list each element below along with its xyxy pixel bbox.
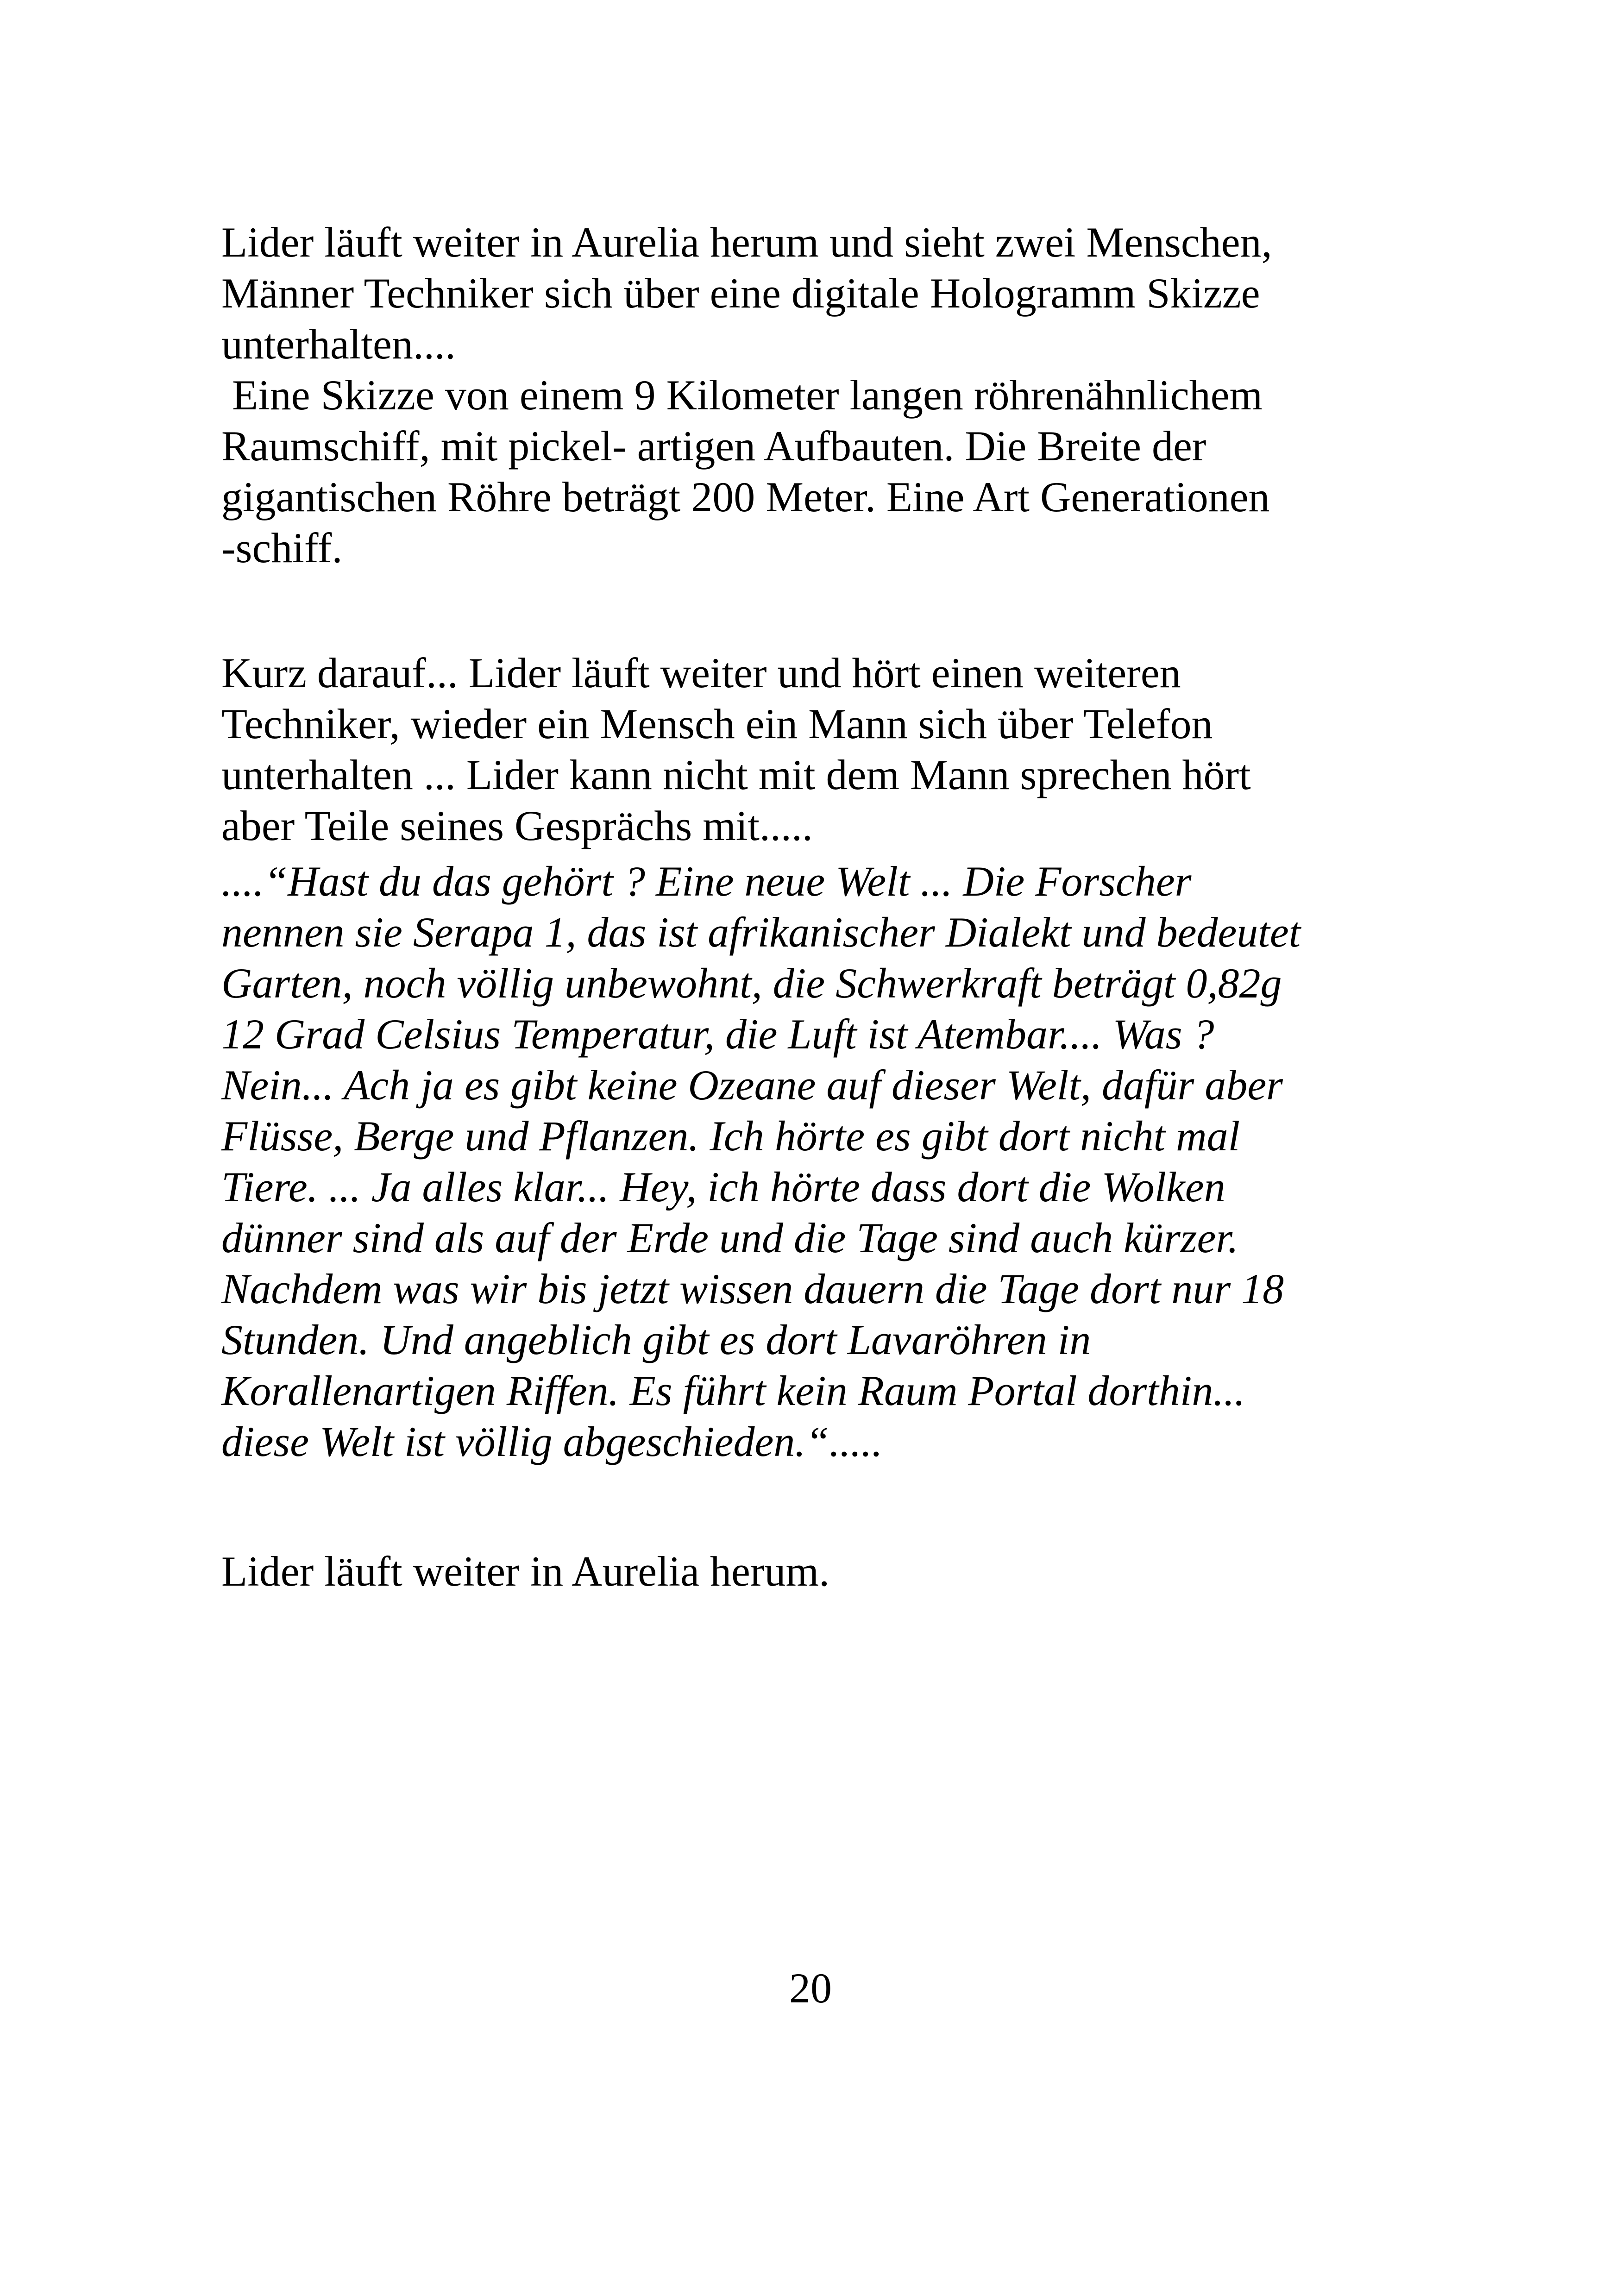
paragraph-overheard-quote — [221, 856, 1472, 1467]
quote-line: Nein... Ach ja es gibt keine Ozeane auf dieser Welt, dafür aber — [221, 1061, 1283, 1109]
quote-line: Tiere. ... Ja alles klar... Hey, ich hörte dass dort die Wolken — [221, 1163, 1225, 1211]
quote-line: ....“Hast du das gehört ? Eine neue Welt ... Die Forscher — [221, 858, 1192, 905]
text-line: unterhalten.... — [221, 320, 456, 368]
text-line: Techniker, wieder ein Mensch ein Mann sich über Telefon — [221, 700, 1213, 747]
page-number: 20 — [789, 1964, 832, 2012]
text-line: unterhalten ... Lider kann nicht mit dem Mann sprechen hört — [221, 751, 1251, 798]
text-line: Männer Techniker sich über eine digitale Hologramm Skizze — [221, 270, 1260, 317]
quote-line: nennen sie Serapa 1, das ist afrikanischer Dialekt und bedeutet — [221, 909, 1301, 956]
text-line: Raumschiff, mit pickel- artigen Aufbauten. Die Breite der — [221, 422, 1206, 470]
quote-line: Flüsse, Berge und Pflanzen. Ich hörte es gibt dort nicht mal — [221, 1112, 1240, 1160]
quote-line: diese Welt ist völlig abgeschieden.“..... — [221, 1418, 883, 1465]
quote-line: Korallenartigen Riffen. Es führt kein Raum Portal dorthin... — [221, 1367, 1245, 1414]
text-line: Lider läuft weiter in Aurelia herum und sieht zwei Menschen, — [221, 219, 1272, 266]
quote-line: Stunden. Und angeblich gibt es dort Lavaröhren in — [221, 1316, 1091, 1363]
text-line: Eine Skizze von einem 9 Kilometer langen röhrenähnlichem — [221, 371, 1263, 419]
text-line: aber Teile seines Gesprächs mit..... — [221, 802, 813, 849]
quote-line: Nachdem was wir bis jetzt wissen dauern die Tage dort nur 18 — [221, 1265, 1284, 1312]
text-line: -schiff. — [221, 524, 343, 571]
quote-line: dünner sind als auf der Erde und die Tage sind auch kürzer. — [221, 1214, 1239, 1261]
paragraph-hologram-sketch — [221, 217, 1472, 573]
text-line: Kurz darauf... Lider läuft weiter und hört einen weiteren — [221, 649, 1181, 696]
quote-line: 12 Grad Celsius Temperatur, die Luft ist Atembar.... Was ? — [221, 1010, 1214, 1058]
text-line: Lider läuft weiter in Aurelia herum. — [221, 1548, 830, 1595]
paragraph-phone-call-intro — [221, 647, 1472, 851]
text-line: gigantischen Röhre beträgt 200 Meter. Eine Art Generationen — [221, 473, 1270, 521]
quote-line: Garten, noch völlig unbewohnt, die Schwerkraft beträgt 0,82g — [221, 960, 1282, 1007]
paragraph-closing — [221, 1546, 1472, 1597]
